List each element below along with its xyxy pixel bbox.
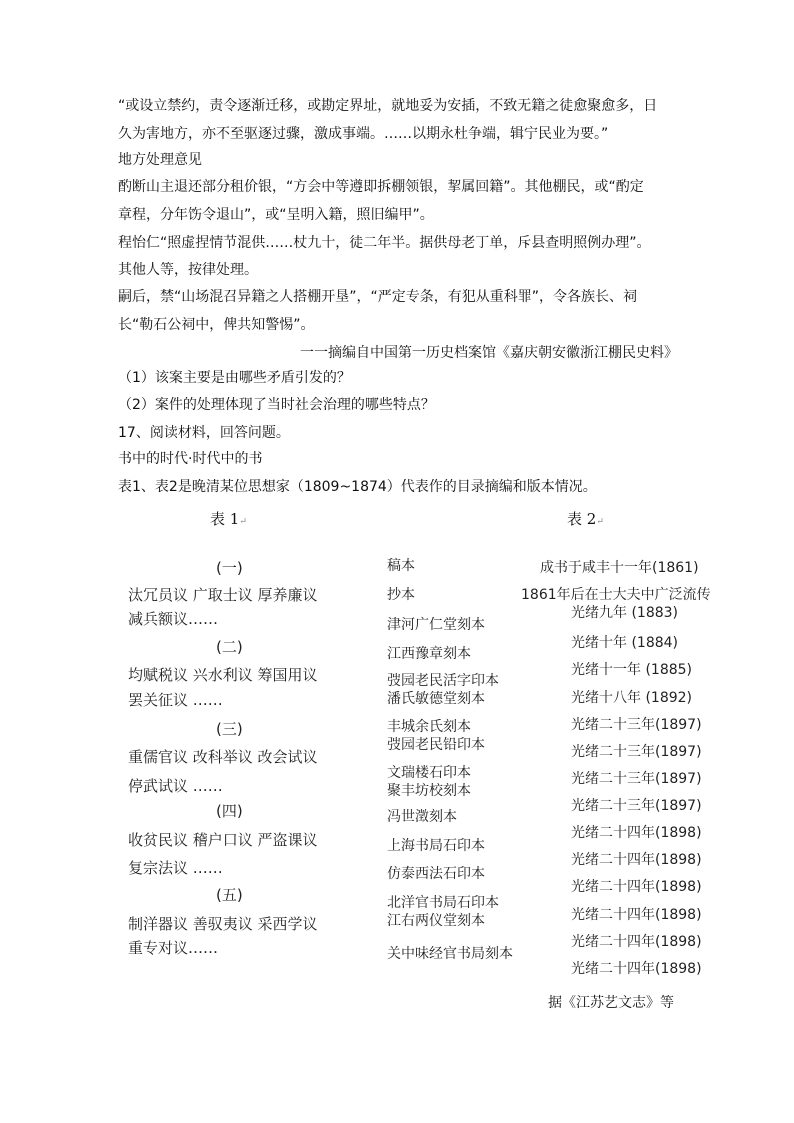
- table2-caption-text: 表 2: [567, 510, 597, 528]
- edition-cell: 弢园老民铅印本: [387, 737, 485, 753]
- table-source-note: 据《江苏艺文志》等: [548, 995, 674, 1011]
- passage-line: 长“勒石公祠中，俾共知警惕”。: [118, 317, 315, 333]
- edition-cell: 丰城余氏刻本: [387, 719, 471, 735]
- question-2: （2）案件的处理体现了当时社会治理的哪些特点？: [118, 397, 435, 413]
- table1-row: 收贫民议 稽户口议 严盗课议: [128, 831, 318, 849]
- table1-row: 汰冗员议 广取士议 厚养廉议: [128, 586, 318, 604]
- passage-line: 酌断山主退还部分租价银，“方会中等遵即拆棚领银，挈属回籍”。其他棚民，或“酌定: [118, 179, 644, 195]
- date-cell: 光绪十年 (1884): [571, 635, 679, 651]
- edition-cell: 江西豫章刻本: [387, 646, 471, 662]
- edition-cell: 北洋官书局石印本: [387, 895, 499, 911]
- date-cell: 光绪十八年 (1892): [571, 690, 693, 706]
- date-cell: 光绪二十四年(1898): [571, 852, 702, 868]
- table1-section-head: (二): [216, 638, 243, 656]
- edition-cell: 稿本: [387, 558, 415, 574]
- edition-cell: 抄本: [387, 587, 415, 603]
- table1-row: 停武试议 ……: [128, 777, 223, 795]
- format-mark: ↵: [596, 517, 604, 527]
- material-title: 书中的时代·时代中的书: [118, 451, 263, 467]
- date-cell: 光绪二十四年(1898): [571, 907, 702, 923]
- date-cell: 光绪二十四年(1898): [571, 934, 702, 950]
- format-mark: ↵: [239, 517, 247, 527]
- section-heading: 地方处理意见: [118, 152, 202, 168]
- edition-cell: 关中味经官书局刻本: [387, 946, 513, 962]
- passage-line: 章程，分年饬令退山”，或“呈明入籍，照旧编甲”。: [118, 207, 434, 223]
- question-number: 17、阅读材料，回答问题。: [118, 425, 290, 441]
- table1-section-head: (五): [216, 886, 243, 904]
- edition-cell: 仿泰西法石印本: [387, 866, 485, 882]
- table1-row: 减兵额议……: [128, 610, 219, 628]
- table2-caption: [567, 508, 604, 529]
- table1-section-head: (四): [216, 802, 243, 820]
- date-cell: 光绪二十四年(1898): [571, 879, 702, 895]
- table1-section-head: (一): [216, 559, 243, 577]
- question-1: （1）该案主要是由哪些矛盾引发的？: [118, 370, 351, 386]
- table1-section-head: (三): [216, 720, 243, 738]
- passage-line: 程怡仁“照虚捏情节混供……杖九十，徒二年半。据供母老丁单，斥县查明照例办理”。: [118, 235, 651, 251]
- date-cell: 光绪二十三年(1897): [571, 717, 702, 733]
- table1-row: 重专对议……: [128, 939, 219, 957]
- edition-cell: 潘氏敏德堂刻本: [387, 691, 485, 707]
- date-cell: 光绪二十四年(1898): [571, 961, 702, 977]
- table1-caption-text: 表 1: [210, 510, 240, 528]
- passage-line: “或设立禁约，责令逐渐迁移，或勘定界址，就地妥为安插，不致无籍之徒愈聚愈多，日: [118, 98, 658, 114]
- table1-caption: [210, 508, 247, 529]
- passage-line: 其他人等，按律处理。: [118, 262, 258, 278]
- edition-cell: 文瑞楼石印本: [387, 765, 471, 781]
- table1-row: 复宗法议 ……: [128, 859, 223, 877]
- edition-cell: 弢园老民活字印本: [387, 673, 499, 689]
- date-cell: 光绪十一年 (1885): [571, 662, 693, 678]
- date-cell: 1861年后在士大夫中广泛流传: [521, 587, 711, 603]
- date-cell: 光绪二十三年(1897): [571, 744, 702, 760]
- date-cell: 光绪二十三年(1897): [571, 798, 702, 814]
- edition-cell: 聚丰坊校刻本: [387, 783, 471, 799]
- edition-cell: 上海书局石印本: [387, 838, 485, 854]
- source-credit: 一一摘编自中国第一历史档案馆《嘉庆朝安徽浙江棚民史料》: [300, 345, 678, 361]
- edition-cell: 津河广仁堂刻本: [387, 617, 485, 633]
- passage-line: 久为害地方，亦不至驱逐过骤，激成事端。……以期永杜争端，辑宁民业为要。”: [118, 126, 609, 142]
- table1-row: 制洋器议 善驭夷议 采西学议: [128, 915, 318, 933]
- date-cell: 光绪九年 (1883): [571, 605, 679, 621]
- material-intro: 表1、表2是晚清某位思想家（1809~1874）代表作的目录摘编和版本情况。: [118, 479, 597, 495]
- date-cell: 光绪二十三年(1897): [571, 771, 702, 787]
- table1-row: 重儒官议 改科举议 改会试议: [128, 748, 318, 766]
- edition-cell: 江右两仪堂刻本: [387, 913, 485, 929]
- date-cell: 成书于咸丰十一年(1861): [540, 560, 699, 576]
- date-cell: 光绪二十四年(1898): [571, 825, 702, 841]
- edition-cell: 冯世澂刻本: [387, 809, 457, 825]
- table1-row: 均赋税议 兴水利议 筹国用议: [128, 666, 318, 684]
- table1-row: 罢关征议 ……: [128, 691, 223, 709]
- passage-line: 嗣后，禁“山场混召异籍之人搭棚开垦”，“严定专条，有犯从重科罪”，令各族长、祠: [118, 289, 638, 305]
